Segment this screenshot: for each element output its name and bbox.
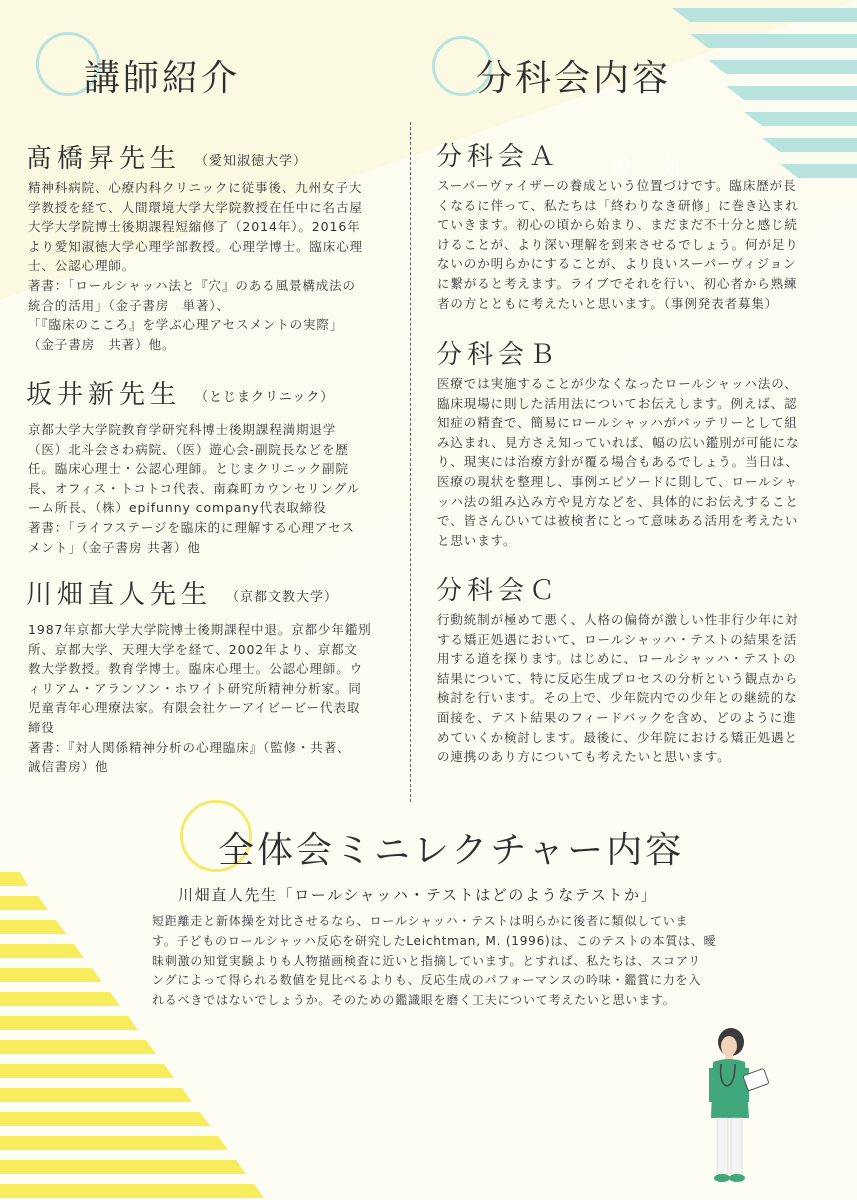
instructor-name-2 (26, 374, 334, 411)
instructor-affiliation: （とじまクリニック） (195, 390, 335, 405)
session-line: り、現実には治療方針が覆る場合もあるでしょう。当日は、 (437, 454, 799, 470)
session-line: と思います。 (437, 532, 517, 548)
instructor-name-text: 川畑直人先生 (26, 580, 213, 610)
instructor-name-1 (26, 138, 307, 175)
instructor-bio-3 (28, 620, 372, 777)
bio-line: 「『臨床のこころ』を学ぶ心理アセスメントの実際」 (28, 317, 344, 333)
session-line: み込まれ、見方さえ知っていれば、幅の広い鑑別が可能にな (437, 434, 800, 450)
session-title-a: 分科会Ａ (436, 142, 561, 172)
bio-line: 著書：『対人関係精神分析の心理臨床』（監修・共著、 (28, 739, 351, 755)
bio-line: 著書：「ライフステージを臨床的に理解する心理アセス (28, 519, 355, 535)
lecture-line: ングによって得られる数値を見比べるよりも、反応生成のパフォーマンスの吟味・鑑賞に力を入 (152, 973, 702, 988)
watermark-text: 参 加 (610, 155, 697, 180)
session-title-b: 分科会Ｂ (436, 340, 561, 370)
session-line: くなるに伴って、私たちは「終わりなき研修」に巻き込まれ (437, 197, 799, 213)
session-line: する矯正処遇において、ロールシャッハ・テストの結果を活 (437, 631, 798, 647)
bio-line: 京都大学大学院教育学研究科博士後期課程満期退学 (28, 422, 337, 437)
session-line: スーパーヴァイザーの養成という位置づけです。臨床歴が長 (437, 178, 797, 193)
bio-line: 1987年京都大学大学院博士後期課程中退。京都少年鑑別 (28, 622, 372, 637)
session-line: ないのか明らかにすることが、より良いスーパーヴィジョン (437, 256, 797, 272)
instructor-name-text: 髙橋昇先生 (26, 144, 182, 174)
session-line: 臨床現場に則した活用法についてお伝えします。例えば、認 (437, 395, 798, 411)
bio-line: メント」（金子書房 共著）他 (28, 539, 201, 555)
bio-line: （金子書房 共著）他。 (28, 336, 176, 352)
bio-line: 大学大学院博士後期課程短縮修了（2014年）。2016年 (28, 219, 361, 235)
session-line: に繋がると考えます。ライブでそれを行い、初心者から熟練 (437, 275, 798, 291)
bio-line: 任。臨床心理士・公認心理師。とじまクリニック副院 (28, 461, 349, 477)
session-line: 結果について、特に反応生成プロセスの分析という観点から (437, 670, 799, 686)
session-line: 者の方とともに考えたいと思います。（事例発表者募集） (437, 295, 779, 311)
session-line: ていきます。初心の頃から始まり、まだまだ不十分と感じ続 (437, 217, 798, 233)
bio-line: 誠信書房）他 (28, 759, 109, 775)
bio-line: 士、公認心理師。 (28, 258, 136, 274)
bio-line: 児童青年心理療法家。有限会社ケーアイビービー代表取 (28, 700, 361, 716)
session-line: で、皆さんひいては被検者にとって意味ある活用を考えたい (437, 513, 799, 529)
lecture-line: す。子どものロールシャッハ反応を研究したLeichtman, M. (1996)は、このテストの本質は、曖 (152, 933, 717, 948)
bio-line: 統合的活用」（金子書房 単著）、 (28, 297, 230, 313)
bio-line: 所、京都大学、天理大学を経て、2002年より、京都文 (28, 641, 358, 657)
session-line: 医療では実施することが少なくなったロールシャッハ法の、 (437, 376, 798, 391)
bio-line: より愛知淑徳大学心理学部教授。心理学博士。臨床心理 (28, 238, 364, 254)
bio-line: 学教授を経て、人間環境大学大学院教授在任中に名古屋 (28, 199, 363, 215)
column-divider (410, 122, 411, 802)
session-text-b (437, 374, 800, 550)
bio-line: ィリアム・アランソン・ホワイト研究所精神分析家。同 (28, 680, 362, 696)
sessions-heading: 分科会内容 (476, 58, 672, 99)
instructor-name-text: 坂井新先生 (26, 380, 182, 410)
session-line: 面接を、テスト結果のフィードバックを含め、どのように進 (437, 709, 797, 725)
lecture-heading: 全体会ミニレクチャー内容 (218, 830, 685, 871)
lecture-line: 昧刺激の知覚実験よりも人物描画検査に近いと指摘しています。とすれば、私たちは、スコアリ (152, 953, 701, 968)
instructor-bio-2 (28, 420, 360, 557)
bio-line: 精神科病院、心療内科クリニックに従事後、九州女子大 (28, 180, 363, 195)
lecture-title: 川畑直人先生「ロールシャッハ・テストはどのようなテストか」 (178, 886, 658, 904)
session-title-c: 分科会Ｃ (436, 576, 561, 606)
session-line: 行動統制が極めて悪く、人格の偏倚が激しい性非行少年に対 (437, 612, 799, 627)
instructors-heading: 講師紹介 (84, 58, 241, 99)
instructor-affiliation: （京都文教大学） (226, 590, 339, 605)
session-line: めていくか検討します。最後に、少年院における矯正処遇と (437, 729, 798, 745)
session-line: 検討を行います。その上で、少年院内での少年との継続的な (437, 690, 798, 706)
bio-line: 著書：「ロールシャッハ法と『穴』のある風景構成法の (28, 277, 356, 293)
session-line: けることが、より深い理解を到来させるでしょう。何が足り (437, 236, 799, 252)
bio-line: （医）北斗会さわ病院、（医）遊心会-副院長などを歴 (28, 441, 349, 457)
lecture-line: れるべきではないでしょうか。そのための鑑識眼を磨く工夫について考えたいと思います。 (152, 993, 676, 1008)
lecture-line: 短距離走と新体操を対比させるなら、ロールシャッハ・テストは明らかに後者に類似していま (152, 914, 689, 928)
session-text-c (437, 610, 799, 767)
session-line: 医療の現状を整理し、事例エピソードに則して、ロールシャ (437, 473, 798, 489)
session-line: ッハ法の組み込み方や見方などを、具体的にお伝えすること (437, 493, 799, 509)
lecture-text (152, 912, 716, 1011)
instructor-bio-1 (28, 178, 363, 354)
instructor-affiliation: （愛知淑徳大学） (195, 154, 308, 169)
session-line: 知症の精査で、簡易にロールシャッハがバッテリーとして組 (437, 415, 798, 431)
instructor-name-3 (26, 574, 338, 611)
bio-line: 教大学教授。教育学博士。臨床心理士。公認心理師。ウ (28, 661, 364, 677)
bio-line: ーム所長、（株）epifunny company代表取締役 (28, 500, 327, 516)
session-text-a (437, 176, 799, 313)
session-line: 用する道を探ります。はじめに、ロールシャッハ・テストの (437, 651, 797, 667)
bio-line: 締役 (28, 719, 55, 735)
session-line: の連携のあり方についても考えたいと思います。 (437, 749, 731, 765)
bio-line: 長、オフィス・トコトコ代表、南森町カウンセリングル (28, 480, 361, 496)
